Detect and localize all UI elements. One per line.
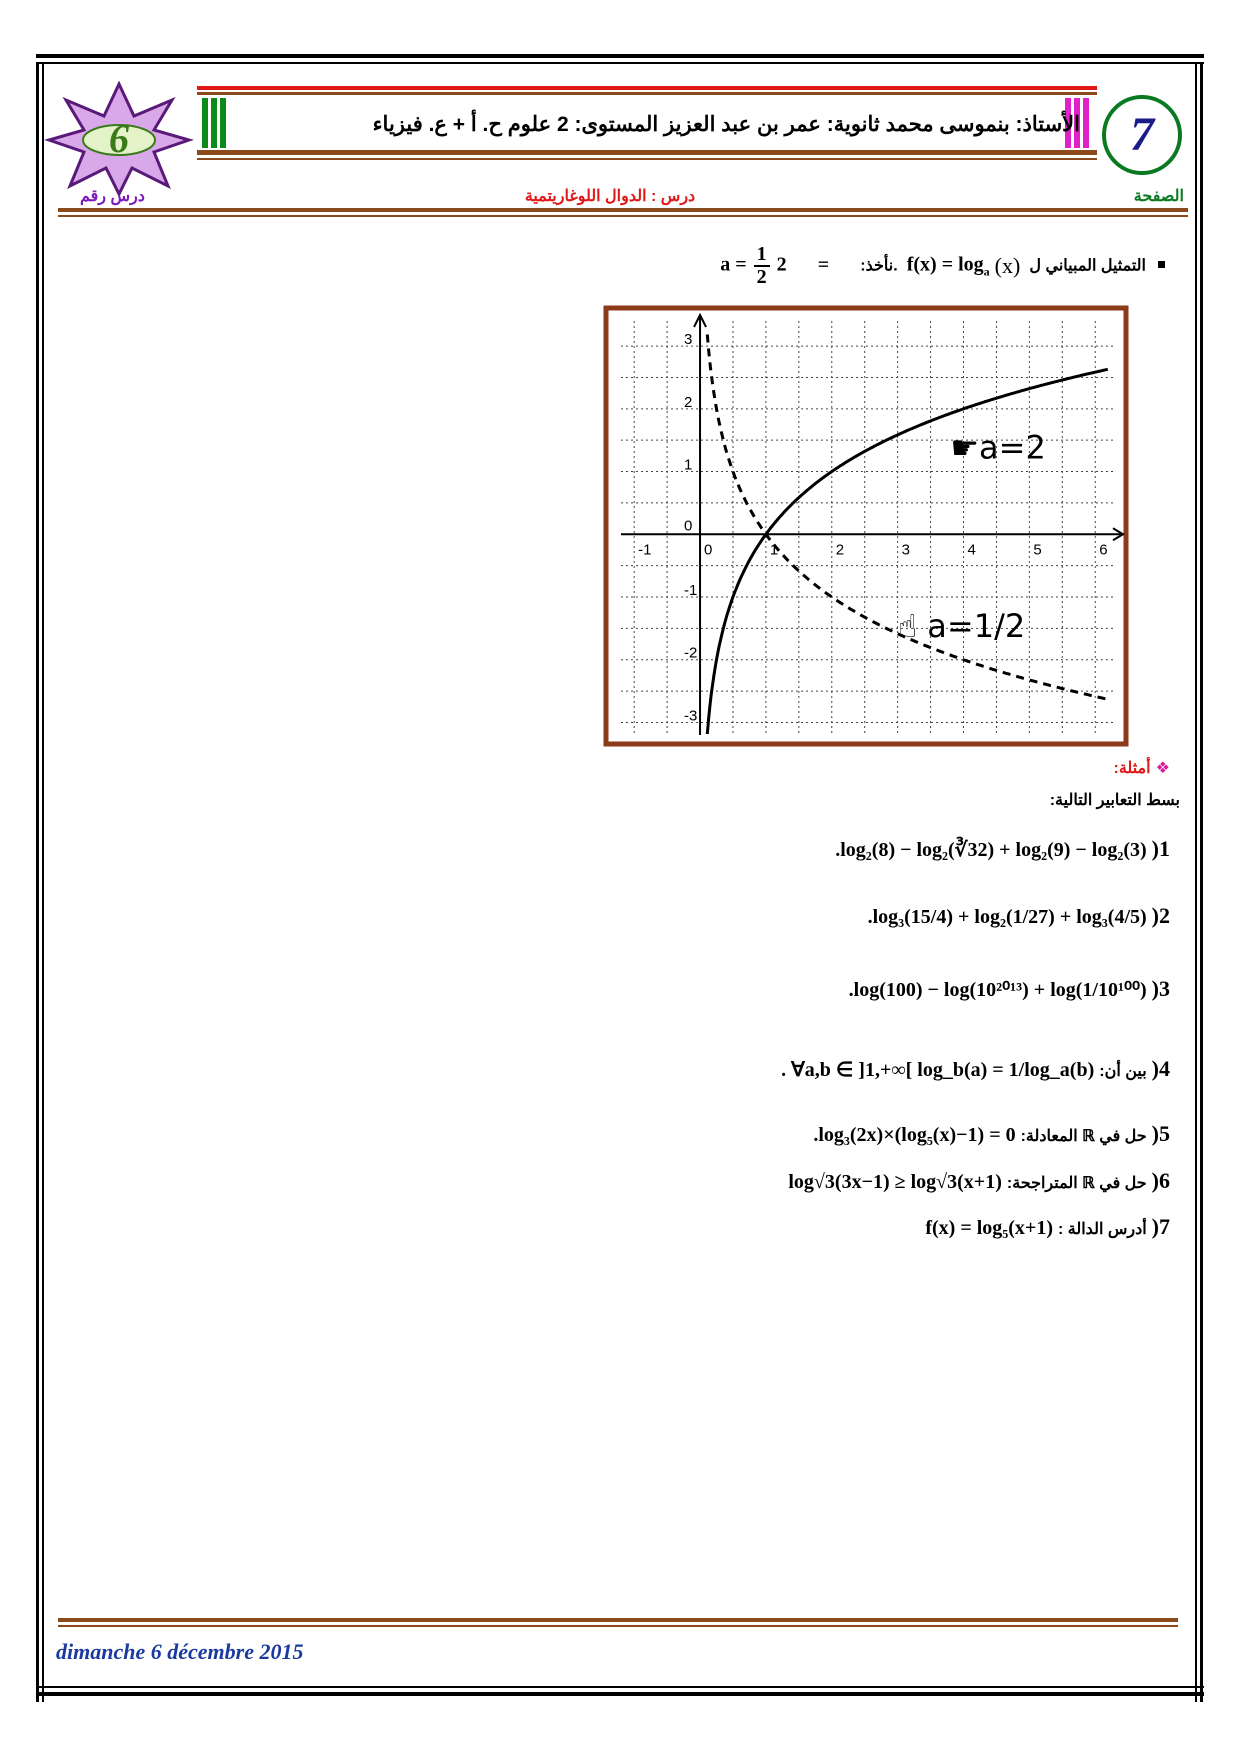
example-7	[925, 1214, 1170, 1240]
header-green-bars	[202, 98, 226, 148]
example-6-number: 6(	[1151, 1168, 1170, 1193]
annotation-a-half: ☝ a=1/2	[897, 607, 1026, 646]
y-tick-label: -2	[684, 644, 698, 662]
example-7-number: 7(	[1151, 1214, 1170, 1239]
left-border	[36, 62, 39, 1702]
example-1-expr: .log₂(8) − log₂(∛32) + log₂(9) − log₂(3)	[835, 839, 1147, 861]
example-6	[788, 1168, 1170, 1194]
a-prefix: a =	[720, 253, 747, 276]
example-5-expr: .log₃(2x)×(log₅(x)−1) = 0	[813, 1124, 1016, 1146]
a-suffix: 2	[776, 253, 787, 276]
example-2-expr: .log₃(15/4) + log₂(1/27) + log₃(4/5)	[867, 906, 1147, 928]
diamond-bullet-icon: ❖	[1155, 758, 1170, 777]
example-7-label: أدرس الدالة :	[1058, 1221, 1147, 1238]
y-tick-label: 0	[684, 517, 693, 535]
star-logo	[44, 78, 194, 198]
header-title: الأستاذ: بنموسى محمد ثانوية: عمر بن عبد العزيز المستوى: 2 علوم ح. أ + ع. فيزياء	[372, 113, 1080, 136]
example-2-number: 2(	[1151, 903, 1170, 928]
x-tick-label: 3	[901, 541, 910, 559]
example-3	[849, 976, 1170, 1002]
right-border	[1200, 62, 1203, 1702]
x-tick-label: -1	[638, 541, 652, 559]
x-tick-label: 2	[835, 541, 845, 559]
example-5-number: 5(	[1151, 1121, 1170, 1146]
x-tick-label: 1	[769, 541, 779, 559]
example-5-label: حل في ℝ المعادلة:	[1020, 1128, 1147, 1145]
example-1-n: 1	[1159, 836, 1170, 861]
example-6-label: حل في ℝ المتراجحة:	[1006, 1175, 1147, 1192]
examples-heading	[1114, 758, 1170, 778]
intro-function-sub: a	[983, 264, 990, 279]
log-graph	[603, 305, 1129, 747]
example-4	[781, 1056, 1170, 1082]
examples-heading-text: أمثلة:	[1113, 760, 1151, 777]
example-1	[835, 836, 1170, 862]
lesson-number-text: 7	[1130, 108, 1154, 161]
bottom-rule-thick	[36, 1692, 1204, 1696]
example-7-expr: f(x) = log₅(x+1)	[925, 1217, 1053, 1239]
lesson-number-label: درس رقم	[80, 188, 145, 205]
y-tick-label: 2	[684, 393, 693, 411]
top-rule-thick	[36, 54, 1204, 58]
intro-function	[907, 253, 1021, 280]
intro-take: .نأخذ:	[860, 257, 898, 275]
intro-line	[720, 244, 1146, 288]
a-frac-num: 1	[754, 244, 770, 267]
example-4-label: بين أن:	[1099, 1063, 1147, 1080]
page-label: الصفحة	[1133, 188, 1184, 205]
example-4-expr: . ∀a,b ∈ ]1,+∞[ log_b(a) = 1/log_a(b)	[781, 1059, 1095, 1081]
example-6-expr: log√3(3x−1) ≥ log√3(x+1)	[788, 1171, 1002, 1193]
y-tick-label: 3	[684, 331, 693, 349]
x-tick-label: 6	[1099, 541, 1108, 559]
right-border-inner	[1195, 62, 1197, 1702]
lesson-number-badge	[1094, 90, 1190, 180]
example-5	[813, 1121, 1170, 1147]
intro-function-expr: f(x) = log	[906, 253, 984, 276]
subheader-rule-2	[58, 215, 1188, 217]
example-5-n: 5	[1159, 1121, 1170, 1146]
x-tick-label: 5	[1033, 541, 1042, 559]
y-tick-label: 1	[684, 456, 693, 474]
lesson-title: درس : الدوال اللوغاريتمية	[524, 188, 696, 205]
intro-text: التمثيل المبياني ل	[1029, 257, 1146, 275]
intro-bullet	[1158, 261, 1165, 268]
intro-function-arg: (x)	[994, 253, 1021, 278]
example-3-n: 3	[1159, 976, 1170, 1001]
bottom-rule-thin	[36, 1686, 1204, 1688]
example-7-n: 7	[1159, 1214, 1170, 1239]
header-brown-rule-bottom2	[197, 158, 1097, 160]
example-4-number: 4(	[1151, 1056, 1170, 1081]
example-6-n: 6	[1159, 1168, 1170, 1193]
intro-eq: =	[817, 253, 830, 276]
header-red-rule	[197, 86, 1097, 90]
header-brown-rule-bottom	[197, 150, 1097, 155]
top-rule-thin	[36, 62, 1204, 64]
logo-number-text: 6	[109, 116, 129, 161]
y-tick-label: -1	[684, 582, 698, 599]
header-brown-rule-top	[197, 92, 1097, 95]
a-frac-den: 2	[756, 266, 767, 288]
example-3-expr: .log(100) − log(10²⁰¹³) + log(1/10¹⁰⁰)	[848, 979, 1147, 1001]
example-1-number: 1(	[1151, 836, 1170, 861]
y-tick-label: -3	[684, 707, 698, 725]
intro-a-values	[720, 244, 786, 288]
left-border-inner	[42, 62, 44, 1702]
footer-date: dimanche 6 décembre 2015	[56, 1639, 304, 1664]
example-2	[868, 903, 1170, 929]
subheader-rule-1	[58, 208, 1188, 212]
example-3-number: 3(	[1151, 976, 1170, 1001]
x-tick-label: 4	[967, 541, 976, 559]
annotation-a2: ☛a=2	[950, 428, 1046, 467]
example-4-n: 4	[1159, 1056, 1170, 1081]
footer-rule-2	[58, 1625, 1178, 1627]
footer-rule-1	[58, 1618, 1178, 1622]
x-tick-label: 0	[704, 541, 713, 559]
example-2-n: 2	[1159, 903, 1170, 928]
examples-instruction: بسط التعابير التالية:	[1049, 792, 1180, 809]
